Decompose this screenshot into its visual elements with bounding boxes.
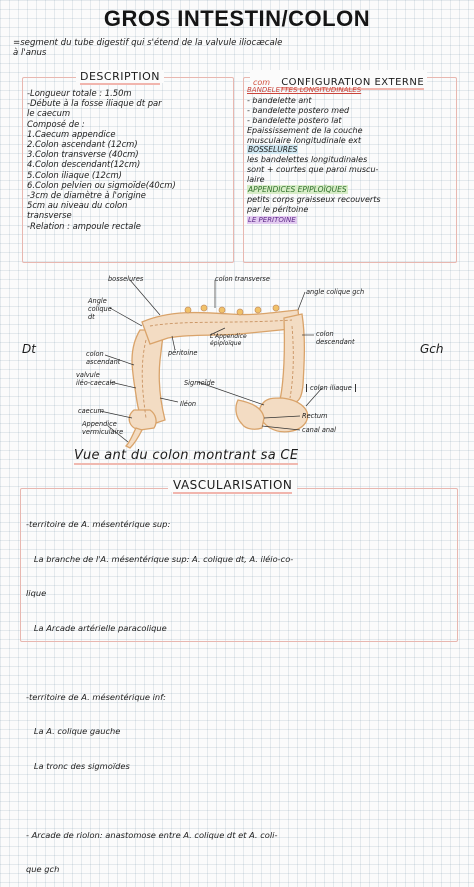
label-line: valvule bbox=[76, 371, 100, 379]
vascularisation-line: La A. colique gauche bbox=[26, 726, 121, 736]
description-line: 5.Colon iliaque (12cm) bbox=[27, 169, 122, 180]
definition bbox=[13, 38, 282, 58]
description-line: transverse bbox=[27, 210, 72, 221]
description-line: 5cm au niveau du colon bbox=[27, 200, 128, 211]
vascularisation-list bbox=[26, 496, 293, 887]
label-line: iléo-caecale bbox=[76, 379, 116, 387]
peritoine-heading: LE PERITOINE bbox=[248, 215, 296, 224]
vascularisation-line: La branche de l'A. mésentérique sup: A. colique dt, A. iléio-co- bbox=[26, 553, 294, 564]
configuration-line: laire bbox=[247, 175, 265, 185]
bandelettes-heading: BANDELETTES LONGITUDINALES bbox=[247, 86, 362, 94]
label-colon-transverse: colon transverse bbox=[215, 275, 270, 283]
vascularisation-line: - Arcade de riolon: anastomose entre A. colique dt et A. coli- bbox=[26, 829, 278, 840]
label-ileon: Iléon bbox=[180, 400, 197, 408]
description-heading-text: DESCRIPTION bbox=[80, 70, 160, 83]
label-appendice-epiploique bbox=[210, 333, 247, 347]
description-line: -Relation : ampoule rectale bbox=[27, 220, 141, 231]
description-line: 2.Colon ascendant (12cm) bbox=[27, 139, 138, 150]
definition-line: =segment du tube digestif qui s'étend de la valvule iliocæcale bbox=[13, 38, 283, 48]
label-line: colique bbox=[88, 305, 112, 313]
label-canal-anal: canal anal bbox=[302, 426, 336, 434]
label-colon-descendant bbox=[316, 330, 355, 346]
configuration-heading-text: CONFIGURATION EXTERNE bbox=[281, 77, 425, 88]
caecum-shape bbox=[129, 410, 156, 430]
label-appendice-vermiculaire bbox=[82, 420, 123, 436]
vascularisation-line: lique bbox=[26, 588, 47, 598]
label-line: dt bbox=[88, 313, 95, 321]
label-line: L'Appendice bbox=[210, 333, 247, 340]
label-rectum: Rectum bbox=[302, 412, 328, 420]
description-line: 6.Colon pelvien ou sigmoïde(40cm) bbox=[27, 179, 176, 190]
configuration-abbr: com bbox=[253, 78, 271, 87]
label-line: descendant bbox=[316, 338, 355, 346]
label-line: colon bbox=[316, 330, 334, 338]
appendices-heading: APPENDICES EPIPLOÏQUES bbox=[248, 185, 347, 195]
vascularisation-line bbox=[26, 795, 293, 807]
label-line: colon bbox=[86, 350, 104, 358]
vascularisation-heading bbox=[168, 478, 297, 492]
vascularisation-line: -territoire de A. mésentérique inf: bbox=[26, 691, 166, 702]
label-angle-colique-dt bbox=[88, 297, 112, 321]
configuration-line: les bandelettes longitudinales bbox=[247, 155, 368, 165]
vascularisation-line: La tronc des sigmoïdes bbox=[26, 760, 130, 771]
configuration-line: Epaississement de la couche bbox=[247, 125, 363, 135]
configuration-line: par le péritoine bbox=[247, 204, 309, 214]
description-line: -Longueur totale : 1.50m bbox=[27, 88, 132, 98]
vascularisation-heading-text: VASCULARISATION bbox=[173, 478, 293, 492]
configuration-list bbox=[247, 86, 381, 226]
description-line: 1.Caecum appendice bbox=[27, 128, 116, 139]
vascularisation-line: que gch bbox=[26, 864, 60, 874]
label-bosselures: bosselures bbox=[108, 275, 144, 283]
description-line: -Débute à la fosse iliaque dt par bbox=[27, 98, 162, 109]
description-line: 4.Colon descendant(12cm) bbox=[27, 159, 141, 170]
configuration-line: petits corps graisseux recouverts bbox=[247, 194, 381, 204]
side-label-left: Dt bbox=[22, 342, 36, 356]
label-line: ascendant bbox=[86, 358, 121, 366]
colon-illustration bbox=[126, 310, 308, 448]
configuration-line: - bandelette postero lat bbox=[247, 115, 342, 125]
side-label-right: Gch bbox=[420, 342, 444, 356]
description-line: le caecum bbox=[27, 108, 71, 119]
description-heading bbox=[76, 70, 164, 83]
label-colon-iliaque: colon iliaque bbox=[306, 384, 356, 392]
configuration-line: - bandelette postero med bbox=[247, 105, 350, 115]
label-line: Appendice bbox=[82, 420, 117, 428]
label-sigmoide: Sigmoïde bbox=[184, 379, 215, 387]
configuration-line: musculaire longitudinale ext bbox=[247, 135, 362, 145]
description-line: 3.Colon transverse (40cm) bbox=[27, 149, 139, 160]
vascularisation-line: -territoire de A. mésentérique sup: bbox=[26, 519, 171, 529]
label-colon-ascendant bbox=[86, 350, 120, 366]
vascularisation-line bbox=[26, 657, 293, 669]
configuration-line: - bandelette ant bbox=[247, 95, 312, 105]
label-line: Angle bbox=[88, 297, 107, 305]
configuration-line: sont + courtes que paroi muscu- bbox=[247, 165, 379, 175]
description-list bbox=[27, 88, 176, 231]
label-peritoine: péritoine bbox=[168, 349, 198, 357]
label-angle-colique-gch: angle colique gch bbox=[306, 288, 365, 296]
description-line: Composé de : bbox=[27, 118, 85, 129]
label-line: vermiculaire bbox=[82, 428, 124, 436]
definition-line: à l'anus bbox=[13, 48, 47, 59]
bosselures-heading: BOSSELURES bbox=[248, 145, 298, 155]
label-caecum: caecum bbox=[78, 407, 104, 415]
label-line: épiploïque bbox=[210, 340, 242, 347]
rectum-shape bbox=[236, 400, 264, 429]
vascularisation-line: La Arcade artérielle paracolique bbox=[26, 622, 167, 633]
diagram-caption: Vue ant du colon montrant sa CE bbox=[74, 448, 299, 463]
label-valvule-ileo-caecale bbox=[76, 371, 115, 387]
description-line: -3cm de diamètre à l'origine bbox=[27, 190, 146, 201]
appendice-shape bbox=[126, 428, 142, 448]
page-title: GROS INTESTIN/COLON bbox=[103, 6, 371, 31]
colon-diagram bbox=[0, 270, 474, 450]
